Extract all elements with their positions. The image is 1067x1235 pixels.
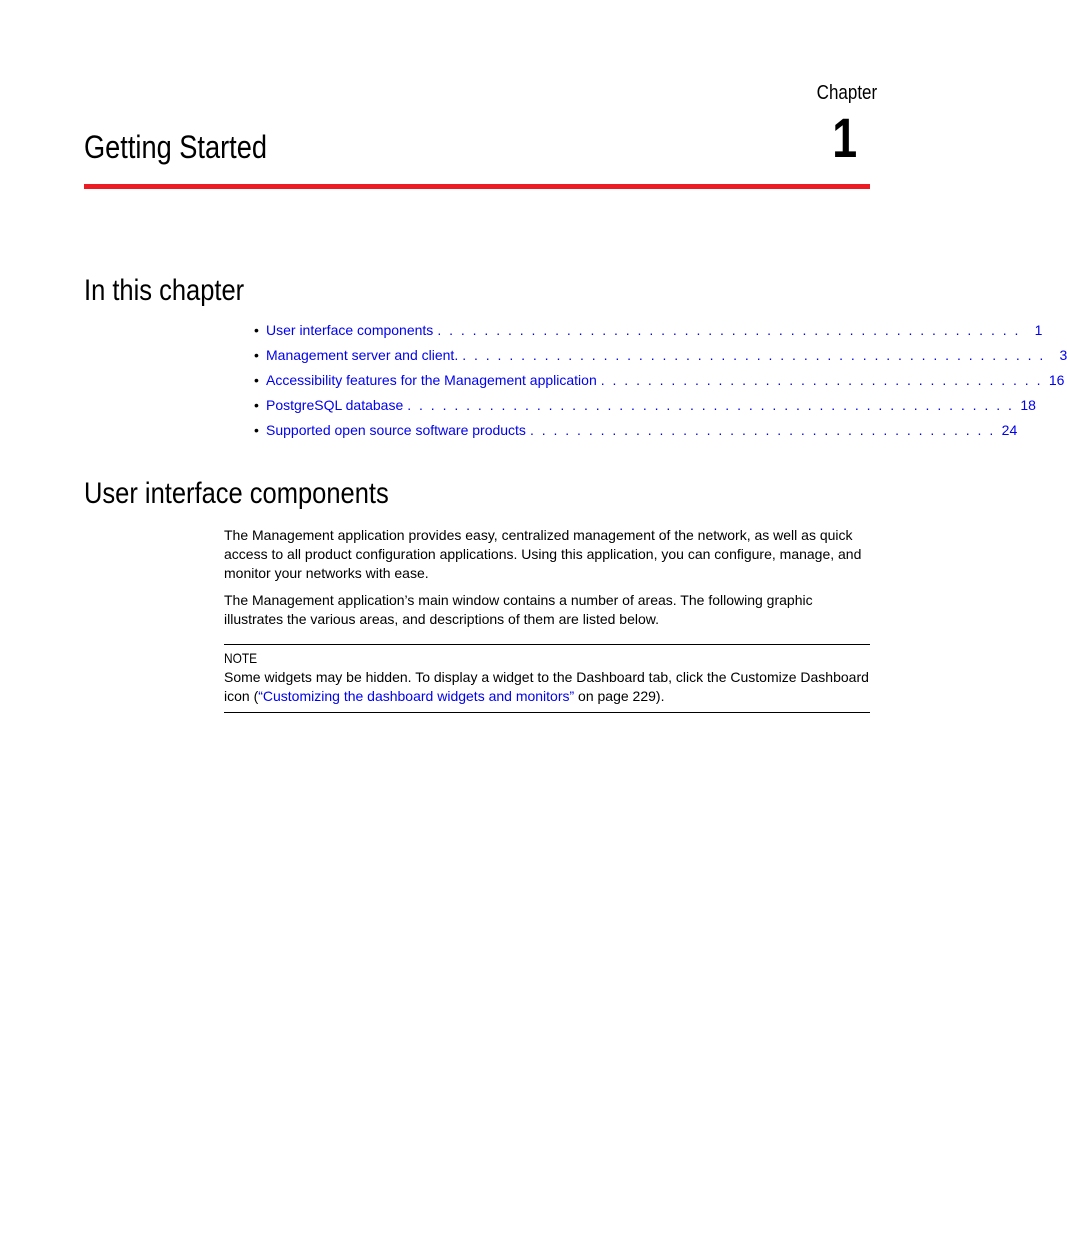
chapter-label: Chapter [816,82,877,104]
note-text [224,668,870,706]
toc-bullet: • [254,372,259,388]
body-paragraph: The Management application’s main window contains a number of areas. The following graphic illustrates the various areas, and descriptions of them are listed below. [224,592,813,627]
note-link[interactable]: “Customizing the dashboard widgets and monitors” [258,688,575,704]
chapter-rule [84,184,870,189]
toc-list [254,322,1067,447]
toc-item[interactable] [254,322,1043,347]
toc-item-label[interactable]: User interface components [266,322,434,338]
chapter-title: Getting Started [84,129,267,165]
note-ui-term: Dashboard [576,669,645,685]
toc-bullet: • [254,322,259,338]
toc-leader: . . . . . . . . . . . . . . . . . . . . . . . . . . . . . . . . . . . . . . . . . . . . . . . . . . . . [407,397,1014,413]
section-heading: User interface components [84,477,389,510]
toc-leader: . . . . . . . . . . . . . . . . . . . . . . . . . . . . . . . . . . . . . . . . . . . . . . . . . . [462,347,1046,363]
note-text-after: on page 229). [574,688,665,704]
toc-leader: . . . . . . . . . . . . . . . . . . . . . . . . . . . . . . . . . . . . . . [600,372,1043,388]
note-text-before: Some widgets may be hidden. To display a widget to the [224,669,577,685]
toc-item-page[interactable]: 16 [1048,372,1065,388]
toc-item-label[interactable]: PostgreSQL database [266,397,404,413]
body-paragraph: The Management application provides easy, centralized management of the network, as well as quick access to all product configuration applications. Using this application, you can configure, manage, and monitor your networks with ease. [224,527,862,581]
toc-item-label[interactable]: Supported open source software products [266,422,526,438]
toc-item[interactable] [254,422,1018,447]
toc-item-label[interactable]: Accessibility features for the Management application [266,372,597,388]
toc-item-label[interactable]: Management server and client. [266,347,459,363]
note-box [224,644,870,713]
toc-leader: . . . . . . . . . . . . . . . . . . . . . . . . . . . . . . . . . . . . . . . . . . . . . . . . . . [437,322,1021,338]
toc-item-page[interactable]: 3 [1059,347,1067,363]
toc-item-page[interactable]: 1 [1034,322,1043,338]
chapter-number: 1 [832,106,857,169]
toc-bullet: • [254,422,259,438]
toc-item[interactable] [254,372,1065,397]
toc-heading: In this chapter [84,274,245,307]
toc-item[interactable] [254,397,1036,422]
toc-leader: . . . . . . . . . . . . . . . . . . . . . . . . . . . . . . . . . . . . . . . . [529,422,996,438]
toc-bullet: • [254,397,259,413]
note-text-middle: tab, click the Customize Dashboard icon ( [224,669,869,704]
toc-bullet: • [254,347,259,363]
note-label: NOTE [224,650,258,666]
toc-item-page[interactable]: 18 [1020,397,1036,413]
toc-item[interactable] [254,347,1067,372]
toc-item-page[interactable]: 24 [1001,422,1018,438]
